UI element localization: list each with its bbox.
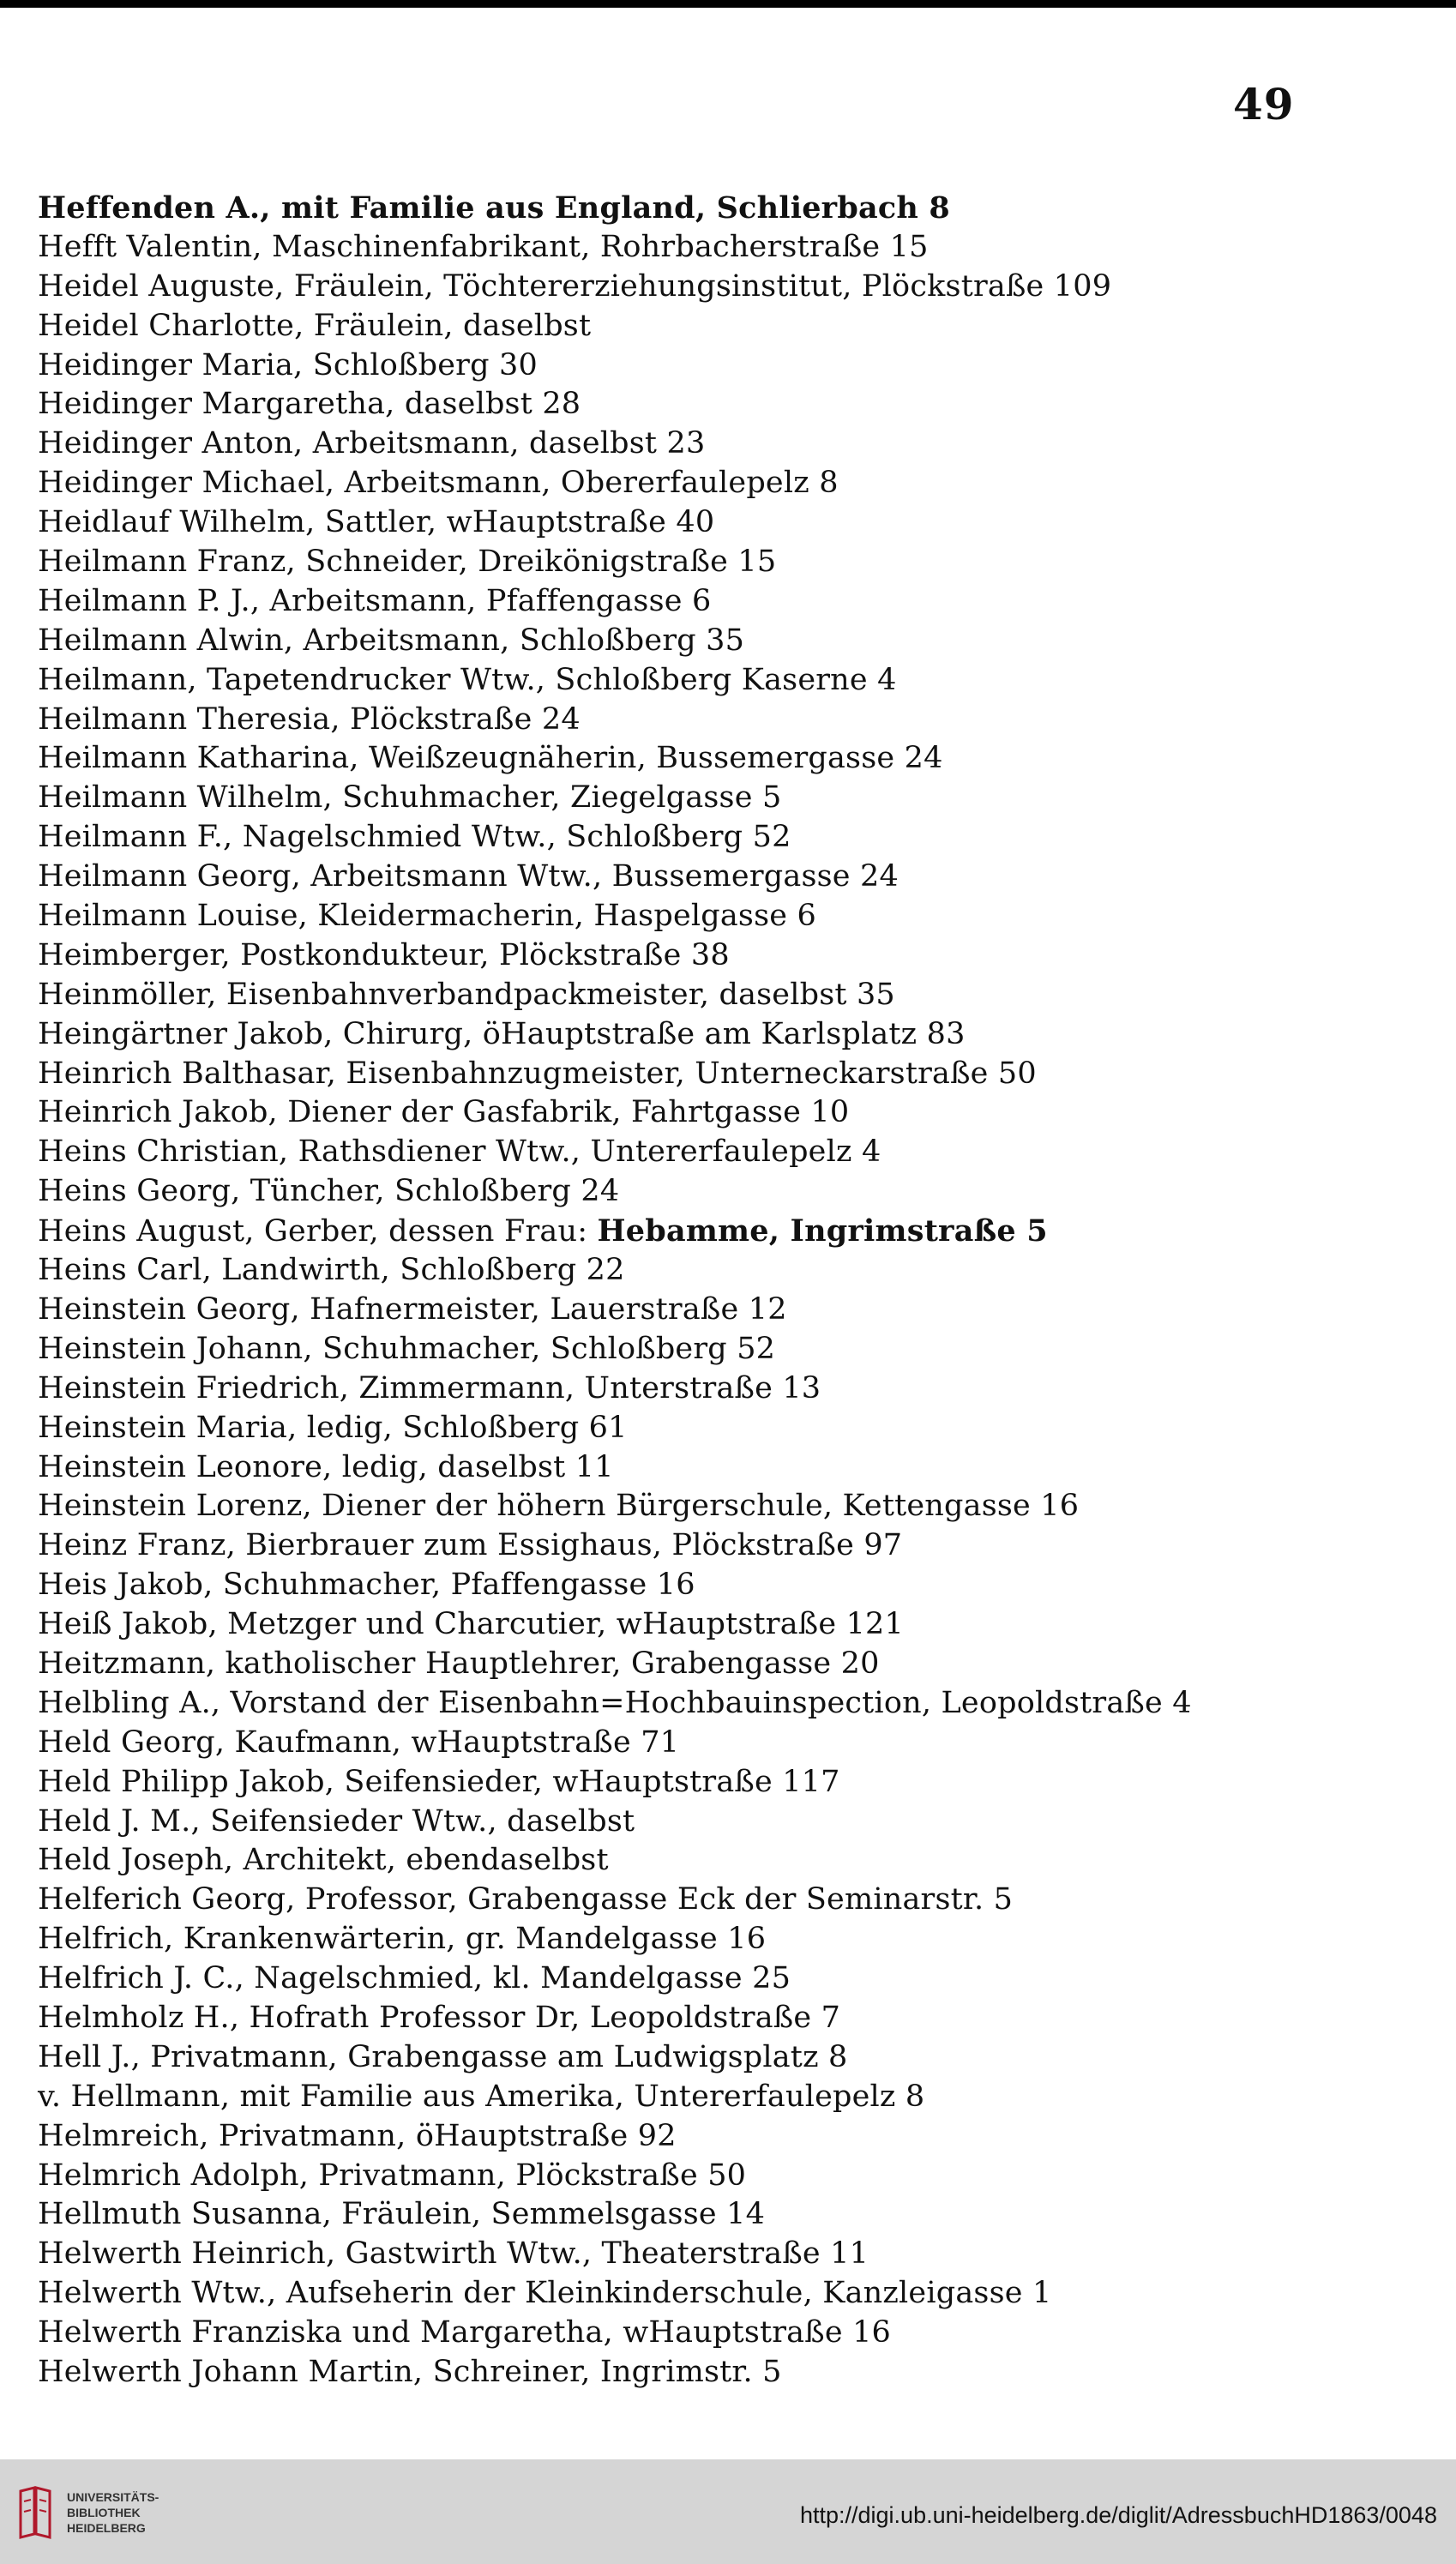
- entry-text: Heidel Auguste, Fräulein, Töchtererziehungsinstitut, Plöckstraße 109: [38, 268, 1112, 304]
- directory-entry: [38, 2117, 1427, 2157]
- directory-entry: [38, 189, 1427, 228]
- directory-entry: [38, 503, 1427, 543]
- directory-entry: [38, 1055, 1427, 1094]
- directory-entry: [38, 1959, 1427, 1999]
- entry-text: Helwerth Heinrich, Gastwirth Wtw., Theaterstraße 11: [38, 2236, 869, 2272]
- logo-line-1: UNIVERSITÄTS-: [67, 2490, 159, 2504]
- directory-entry: [38, 936, 1427, 976]
- entry-text: Helfrich, Krankenwärterin, gr. Mandelgasse 16: [38, 1922, 767, 1957]
- entry-text: Heffenden A., mit Familie aus England, Schlierbach 8: [38, 190, 950, 226]
- directory-entry: [38, 779, 1427, 818]
- entry-text: Heilmann F., Nagelschmied Wtw., Schloßberg 52: [38, 820, 791, 855]
- entry-text: Heinstein Georg, Hafnermeister, Lauerstraße 12: [38, 1291, 787, 1327]
- directory-entry: [38, 582, 1427, 622]
- directory-entry: [38, 1763, 1427, 1803]
- entry-text: Helferich Georg, Professor, Grabengasse Eck der Seminarstr. 5: [38, 1882, 1014, 1917]
- directory-entry: [38, 1369, 1427, 1409]
- entry-text: Heins Carl, Landwirth, Schloßberg 22: [38, 1253, 625, 1288]
- directory-entry: [38, 661, 1427, 701]
- directory-entry: [38, 701, 1427, 740]
- directory-entry: [38, 1172, 1427, 1212]
- entry-text: Helwerth Johann Martin, Schreiner, Ingrimstr. 5: [38, 2354, 782, 2389]
- directory-entry: [38, 385, 1427, 424]
- entry-text: Heilmann Alwin, Arbeitsmann, Schloßberg 35: [38, 623, 745, 658]
- directory-entry: [38, 1487, 1427, 1526]
- directory-entry: [38, 818, 1427, 858]
- directory-entry: [38, 1684, 1427, 1724]
- entry-text: Helmholz H., Hofrath Professor Dr, Leopoldstraße 7: [38, 2000, 841, 2035]
- entry-text: Heidlauf Wilhelm, Sattler, wHauptstraße 40: [38, 505, 715, 540]
- directory-entry: [38, 622, 1427, 661]
- entry-text: Heidel Charlotte, Fräulein, daselbst: [38, 308, 592, 343]
- directory-entry: [38, 739, 1427, 779]
- directory-entry: [38, 1605, 1427, 1645]
- directory-entry: [38, 268, 1427, 307]
- entry-text: Heilmann Theresia, Plöckstraße 24: [38, 701, 581, 737]
- directory-entry: [38, 2195, 1427, 2235]
- entry-text: Helmreich, Privatmann, öHauptstraße 92: [38, 2118, 677, 2153]
- entry-text: Hefft Valentin, Maschinenfabrikant, Rohrbacherstraße 15: [38, 229, 929, 264]
- source-url-link[interactable]: http://digi.ub.uni-heidelberg.de/diglit/AdressbuchHD1863/0048: [799, 2502, 1437, 2528]
- entry-text: Heinstein Maria, ledig, Schloßberg 61: [38, 1410, 628, 1445]
- entry-text: Held Georg, Kaufmann, wHauptstraße 71: [38, 1724, 680, 1760]
- directory-entry: [38, 1251, 1427, 1291]
- entry-text: Heinstein Friedrich, Zimmermann, Unterstraße 13: [38, 1370, 821, 1405]
- entry-text: Helmrich Adolph, Privatmann, Plöckstraße 50: [38, 2158, 747, 2193]
- directory-entry: [38, 346, 1427, 386]
- entry-text: Heidinger Margaretha, daselbst 28: [38, 387, 581, 422]
- entry-text: Heinmöller, Eisenbahnverbandpackmeister, daselbst 35: [38, 977, 895, 1012]
- directory-entry: [38, 307, 1427, 346]
- entry-text: Hebamme, Ingrimstraße 5: [597, 1213, 1048, 1249]
- entry-text: Heidinger Michael, Arbeitsmann, Obererfaulepelz 8: [38, 466, 839, 501]
- directory-entry: [38, 2353, 1427, 2392]
- directory-entry: [38, 1409, 1427, 1448]
- entry-text: Held Joseph, Architekt, ebendaselbst: [38, 1843, 609, 1878]
- directory-entry: [38, 1999, 1427, 2038]
- entry-text: Helwerth Wtw., Aufseherin der Kleinkinderschule, Kanzleigasse 1: [38, 2276, 1052, 2311]
- entry-text: Held J. M., Seifensieder Wtw., daselbst: [38, 1803, 635, 1839]
- entry-text: Hell J., Privatmann, Grabengasse am Ludwigsplatz 8: [38, 2039, 848, 2074]
- directory-entry: [38, 2078, 1427, 2117]
- entry-text: Heinstein Leonore, ledig, daselbst 11: [38, 1449, 614, 1484]
- directory-entry: [38, 2235, 1427, 2274]
- directory-entry: [38, 424, 1427, 464]
- directory-entry: [38, 1724, 1427, 1763]
- directory-entry: [38, 897, 1427, 936]
- entry-text: Heimberger, Postkondukteur, Plöckstraße 38: [38, 937, 730, 972]
- directory-entry: [38, 2038, 1427, 2078]
- top-rule: [0, 0, 1456, 8]
- entry-text: Heidinger Anton, Arbeitsmann, daselbst 23: [38, 426, 706, 461]
- directory-entry: [38, 1920, 1427, 1959]
- library-logo[interactable]: [15, 2475, 196, 2550]
- entry-text: Heins Christian, Rathsdiener Wtw., Untererfaulepelz 4: [38, 1135, 881, 1170]
- entry-text: Heilmann P. J., Arbeitsmann, Pfaffengasse 6: [38, 583, 712, 618]
- entry-text: Helbling A., Vorstand der Eisenbahn=Hochbauinspection, Leopoldstraße 4: [38, 1685, 1192, 1720]
- entry-text: Heis Jakob, Schuhmacher, Pfaffengasse 16: [38, 1568, 695, 1603]
- directory-entry: [38, 1291, 1427, 1330]
- entry-text: Heins Georg, Tüncher, Schloßberg 24: [38, 1174, 620, 1209]
- entry-text: Heinstein Lorenz, Diener der höhern Bürgerschule, Kettengasse 16: [38, 1489, 1080, 1524]
- entry-text: Heilmann Wilhelm, Schuhmacher, Ziegelgasse 5: [38, 780, 782, 816]
- entry-text: Heiß Jakob, Metzger und Charcutier, wHauptstraße 121: [38, 1607, 904, 1642]
- entry-text: Heidinger Maria, Schloßberg 30: [38, 347, 538, 382]
- directory-entry: [38, 1526, 1427, 1566]
- entry-text: Hellmuth Susanna, Fräulein, Semmelsgasse 14: [38, 2197, 766, 2232]
- entry-text: Heilmann Franz, Schneider, Dreikönigstraße 15: [38, 545, 777, 580]
- entry-text: Heilmann Katharina, Weißzeugnäherin, Bussemergasse 24: [38, 741, 943, 776]
- directory-entry: [38, 1330, 1427, 1369]
- library-logo-icon: [15, 2486, 55, 2539]
- entry-text: Heinz Franz, Bierbrauer zum Essighaus, Plöckstraße 97: [38, 1528, 903, 1563]
- entry-text: Heinrich Balthasar, Eisenbahnzugmeister, Unterneckarstraße 50: [38, 1056, 1037, 1091]
- directory-entry: [38, 2274, 1427, 2314]
- entry-text: Helwerth Franziska und Margaretha, wHauptstraße 16: [38, 2315, 892, 2350]
- logo-line-3: HEIDELBERG: [67, 2521, 146, 2535]
- entry-text: Heins August, Gerber, dessen Frau:: [38, 1214, 598, 1249]
- logo-line-2: BIBLIOTHEK: [67, 2506, 141, 2519]
- directory-entry: [38, 858, 1427, 897]
- directory-entry: [38, 1566, 1427, 1605]
- directory-entry: [38, 976, 1427, 1015]
- entry-text: Heilmann Georg, Arbeitsmann Wtw., Bussemergasse 24: [38, 859, 899, 894]
- directory-entry: [38, 1448, 1427, 1488]
- page-number: 49: [1233, 79, 1295, 129]
- directory-entry: [38, 1803, 1427, 1842]
- directory-entry: [38, 2157, 1427, 2196]
- entry-text: Held Philipp Jakob, Seifensieder, wHauptstraße 117: [38, 1764, 840, 1799]
- directory-entry: [38, 1645, 1427, 1684]
- entry-text: v. Hellmann, mit Familie aus Amerika, Untererfaulepelz 8: [38, 2079, 925, 2114]
- directory-entries: [38, 189, 1427, 2392]
- directory-entry: [38, 1093, 1427, 1133]
- entry-text: Heilmann Louise, Kleidermacherin, Haspelgasse 6: [38, 899, 816, 934]
- entry-text: Heitzmann, katholischer Hauptlehrer, Grabengasse 20: [38, 1646, 880, 1681]
- directory-entry: [38, 1841, 1427, 1881]
- directory-entry: [38, 2314, 1427, 2353]
- directory-entry: [38, 464, 1427, 503]
- library-logo-text: [67, 2489, 159, 2536]
- entry-text: Heinrich Jakob, Diener der Gasfabrik, Fahrtgasse 10: [38, 1095, 850, 1130]
- directory-entry: [38, 1133, 1427, 1172]
- entry-text: Heinstein Johann, Schuhmacher, Schloßberg 52: [38, 1331, 776, 1366]
- directory-entry: [38, 1015, 1427, 1055]
- directory-entry: [38, 1881, 1427, 1920]
- entry-text: Helfrich J. C., Nagelschmied, kl. Mandelgasse 25: [38, 1961, 791, 1996]
- entry-text: Heingärtner Jakob, Chirurg, öHauptstraße am Karlsplatz 83: [38, 1016, 966, 1051]
- directory-entry: [38, 543, 1427, 582]
- directory-entry: [38, 228, 1427, 268]
- entry-text: Heilmann, Tapetendrucker Wtw., Schloßberg Kaserne 4: [38, 662, 897, 697]
- directory-entry: [38, 1212, 1427, 1251]
